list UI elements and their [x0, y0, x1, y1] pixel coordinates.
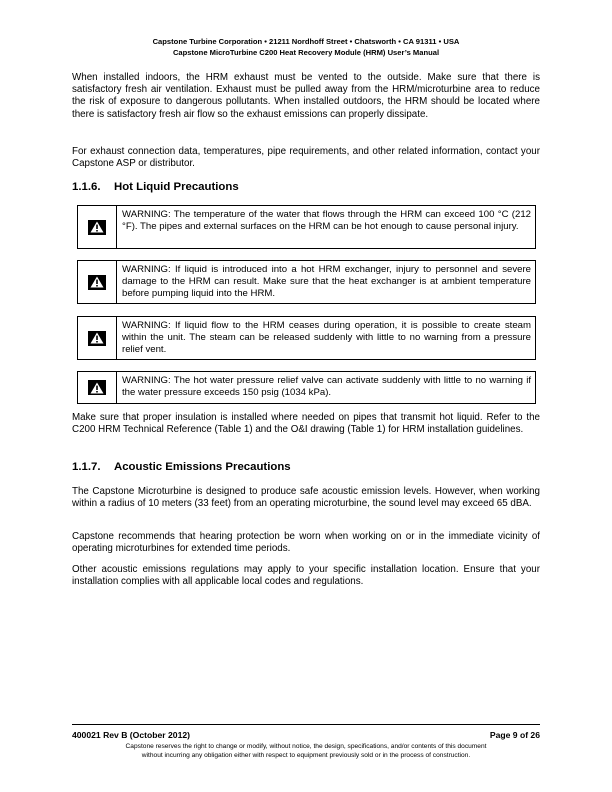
- paragraph-acoustic-levels: The Capstone Microturbine is designed to produce safe acoustic emission levels. However, when working within a radius of 10 meters (33 feet) from an operating microturbine, the sound level may exceed 65 dBA.: [72, 486, 540, 510]
- section-title: Hot Liquid Precautions: [114, 181, 239, 193]
- footer-disclaimer: [72, 742, 540, 760]
- section-heading-acoustic: [72, 461, 540, 473]
- footer-doc-id: 400021 Rev B (October 2012): [72, 730, 190, 740]
- warning-triangle-icon: [88, 380, 106, 395]
- warning-box: [77, 371, 536, 404]
- warning-triangle-icon: [88, 331, 106, 346]
- footer-disclaimer-line: without incurring any obligation either with respect to equipment previously sold or in the process of construction.: [141, 752, 471, 759]
- section-number: 1.1.7.: [72, 461, 101, 473]
- page-header: [72, 36, 540, 58]
- warning-text: WARNING: The temperature of the water that flows through the HRM can exceed 100 °C (212 °F). The pipes and external surfaces on the HRM can be hot enough to cause personal injury.: [122, 209, 531, 233]
- warning-text: WARNING: If liquid flow to the HRM ceases during operation, it is possible to create steam within the unit. The steam can be released suddenly with little to no warning from a pressure relief vent.: [122, 320, 531, 356]
- warning-box: [77, 260, 536, 304]
- warning-text: WARNING: The hot water pressure relief valve can activate suddenly with little to no warning if the water pressure exceeds 150 psig (1034 kPa).: [122, 375, 531, 399]
- footer-divider: [72, 724, 540, 725]
- footer-page-number: Page 9 of 26: [489, 730, 540, 740]
- warning-triangle-icon: [88, 275, 106, 290]
- header-company-line: Capstone Turbine Corporation • 21211 Nordhoff Street • Chatsworth • CA 91311 • USA: [152, 37, 460, 46]
- paragraph-exhaust-venting: When installed indoors, the HRM exhaust must be vented to the outside. Make sure that there is satisfactory fresh air ventilation. Exhaust must be pulled away from the HRM/microturbine area to reduce the risk of exposure to dangerous pollutants. When installed outdoors, the HRM should be located where there is satisfactory fresh air flow so the exhaust emissions can properly dissipate.: [72, 72, 540, 120]
- warning-text: WARNING: If liquid is introduced into a hot HRM exchanger, injury to personnel and severe damage to the HRM can result. Make sure that the heat exchanger is at ambient temperature before pumping liquid into the HRM.: [122, 264, 531, 300]
- warning-triangle-icon: [88, 220, 106, 235]
- paragraph-exhaust-contact: For exhaust connection data, temperatures, pipe requirements, and other related information, contact your Capstone ASP or distributor.: [72, 146, 540, 170]
- header-manual-title: Capstone MicroTurbine C200 Heat Recovery Module (HRM) User’s Manual: [172, 48, 440, 57]
- section-number: 1.1.6.: [72, 181, 101, 193]
- paragraph-hearing-protection: Capstone recommends that hearing protection be worn when working on or in the immediate vicinity of operating microturbines for extended time periods.: [72, 531, 540, 555]
- warning-box: [77, 316, 536, 360]
- warning-box: [77, 205, 536, 249]
- section-heading-hot-liquid: [72, 181, 540, 193]
- paragraph-regulations: Other acoustic emissions regulations may apply to your specific installation location. Ensure that your installation complies with all applicable local codes and regulations.: [72, 564, 540, 588]
- paragraph-insulation: Make sure that proper insulation is installed where needed on pipes that transmit hot liquid. Refer to the C200 HRM Technical Reference (Table 1) and the O&I drawing (Table 1) for HRM installation guidelines.: [72, 412, 540, 436]
- section-title: Acoustic Emissions Precautions: [114, 461, 291, 473]
- footer-disclaimer-line: Capstone reserves the right to change or modify, without notice, the design, specifications, and/or contents of this document: [125, 743, 487, 750]
